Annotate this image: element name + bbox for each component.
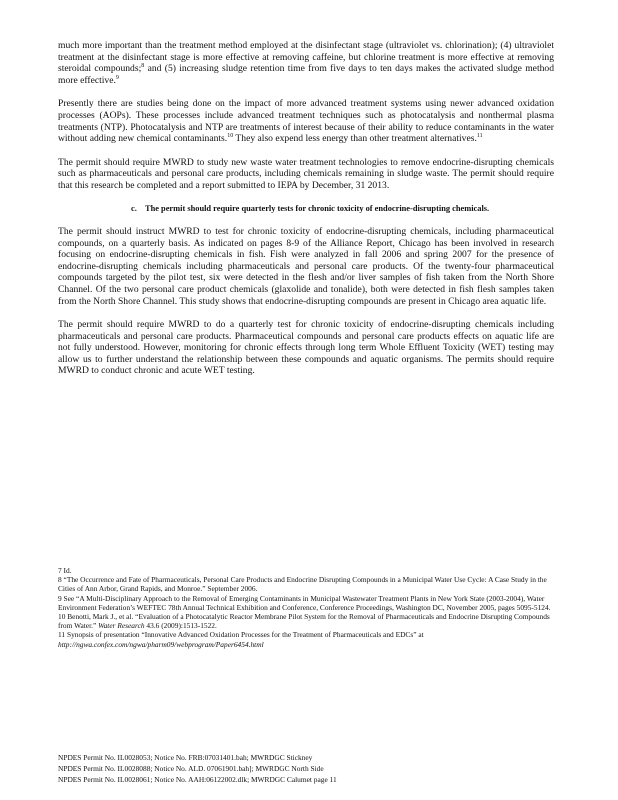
footnote-11-text: 11 Synopsis of presentation “Innovative Advanced Oxidation Processes for the Treatment of Pharmaceuticals and EDCs” at — [58, 630, 424, 640]
footnote-ref-10: 10 — [227, 132, 234, 139]
footnote-11-link[interactable]: http://ngwa.confex.com/ngwa/pharm09/webprogram/Paper6454.html — [58, 639, 264, 649]
subheading-text: The permit should require quarterly tests for chronic toxicity of endocrine-disrupting chemicals. — [145, 203, 490, 213]
footer-line-3: NPDES Permit No. IL0028061; Notice No. AAH:06122002.dlk; MWRDGC Calumet page 11 — [58, 775, 337, 784]
section-subheading — [131, 204, 501, 214]
subheading-letter: c. — [131, 203, 137, 213]
paragraph-1 — [58, 40, 554, 86]
paragraph-2-text-b: They also expend less energy than other treatment alternatives. — [233, 133, 477, 145]
footnote-ref-8: 8 — [141, 63, 145, 69]
footnote-11 — [58, 630, 554, 639]
paragraph-3: The permit should require MWRD to study new waste water treatment technologies to remove endocrine-disrupting chemicals such as pharmaceuticals and personal care products, including chemicals remaining in sludge waste. The permit should require that this research be completed and a report submitted to IEPA by December, 31 2013. — [58, 156, 554, 191]
paragraph-5: The permit should require MWRD to do a quarterly test for chronic toxicity of endocrine-disrupting chemicals including pharmaceuticals and personal care products. Pharmaceutical compounds and personal care products effects on aquatic life are not fully understood. However, monitoring for chronic effects through long term Whole Effluent Toxicity (WET) testing may allow us to further understand the relationship between these compounds and aquatic organisms. The permits should require MWRD to conduct chronic and acute WET testing. — [58, 319, 554, 377]
footnote-10-pages: 43.6 (2009):1513-1522. — [144, 621, 217, 631]
paragraph-2 — [58, 98, 554, 144]
paragraph-1-text-b: and (5) increasing sludge retention time from five days to ten days makes the activated sludge method more effective. — [58, 63, 554, 86]
footnote-9: 9 See “A Multi-Disciplinary Approach to the Removal of Emerging Contaminants in Municipal Wastewater Treatment Plants in New York State (2003-2004), Water Environment Federation’s WEFTEC 78th Annual Technical Exhibition and Conference, Conference Proceedings, Washington DC, November 2005, pages 5095-5124. — [58, 593, 551, 612]
paragraph-1-text-a: much more important than the treatment method employed at the disinfectant stage (ultraviolet vs. chlorination); (4) ultraviolet treatment at the disinfectant stage is more effective at removing caffeine, but chlorine treatment is more effective at removing steroidal compounds; — [58, 40, 554, 75]
footnote-10 — [58, 612, 554, 630]
footnote-8: 8 “The Occurrence and Fate of Pharmaceuticals, Personal Care Products and Endocrine Disrupting Compounds in a Municipal Water Use Cycle: A Case Study in the Cities of Ann Arbor, Grand Rapids, and Monroe.” September 2006. — [58, 575, 547, 594]
footnote-10-journal: Water Research — [98, 621, 145, 631]
paragraph-2-text-a: Presently there are studies being done on the impact of more advanced treatment systems using newer advanced oxidation processes (AOPs). These processes include advanced treatment techniques such as photocatalysis and nonthermal plasma treatments (NTP). Photocatalysis and NTP are treatments of interest because of their ability to reduce contaminants in the water without adding new chemical contaminants. — [58, 98, 554, 145]
footer-line-1: NPDES Permit No. IL0028053; Notice No. FRB:07031401.bah; MWRDGC Stickney — [58, 753, 313, 762]
page-footer — [58, 752, 554, 785]
footnotes — [58, 566, 554, 649]
footnote-ref-9: 9 — [115, 74, 119, 81]
footer-line-2: NPDES Permit No. IL0028088; Notice No. ALD. 07061901.bah]; MWRDGC North Side — [58, 764, 324, 773]
body-text — [58, 40, 554, 389]
paragraph-4: The permit should instruct MWRD to test for chronic toxicity of endocrine-disrupting chemicals, including pharmaceutical compounds, on a quarterly basis. As indicated on pages 8-9 of the Alliance Report, Chicago has been involved in research focusing on endocrine-disrupting chemicals in fish. Fish were analyzed in fall 2006 and spring 2007 for the presence of endocrine-disrupting chemicals including pharmaceuticals and personal care products. Of the twenty-four pharmaceutical compounds targeted by the pilot test, six were detected in the flesh and/or liver samples of fish taken from the North Shore Channel. Of the two personal care product chemicals (glaxolide and tonalide), both were detected in fish flesh samples taken from the North Shore Channel. This study shows that endocrine-disrupting compounds are present in Chicago area aquatic life. — [58, 225, 554, 307]
footnote-ref-11: 11 — [476, 132, 483, 139]
footnote-7: 7 Id. — [58, 566, 72, 575]
footnote-10-text: 10 Benotti, Mark J., et al. “Evaluation of a Photocatalytic Reactor Membrane Pilot System for the Removal of Pharmaceuticals and Endocrine Disrupting Compounds from Water.” — [58, 612, 550, 631]
